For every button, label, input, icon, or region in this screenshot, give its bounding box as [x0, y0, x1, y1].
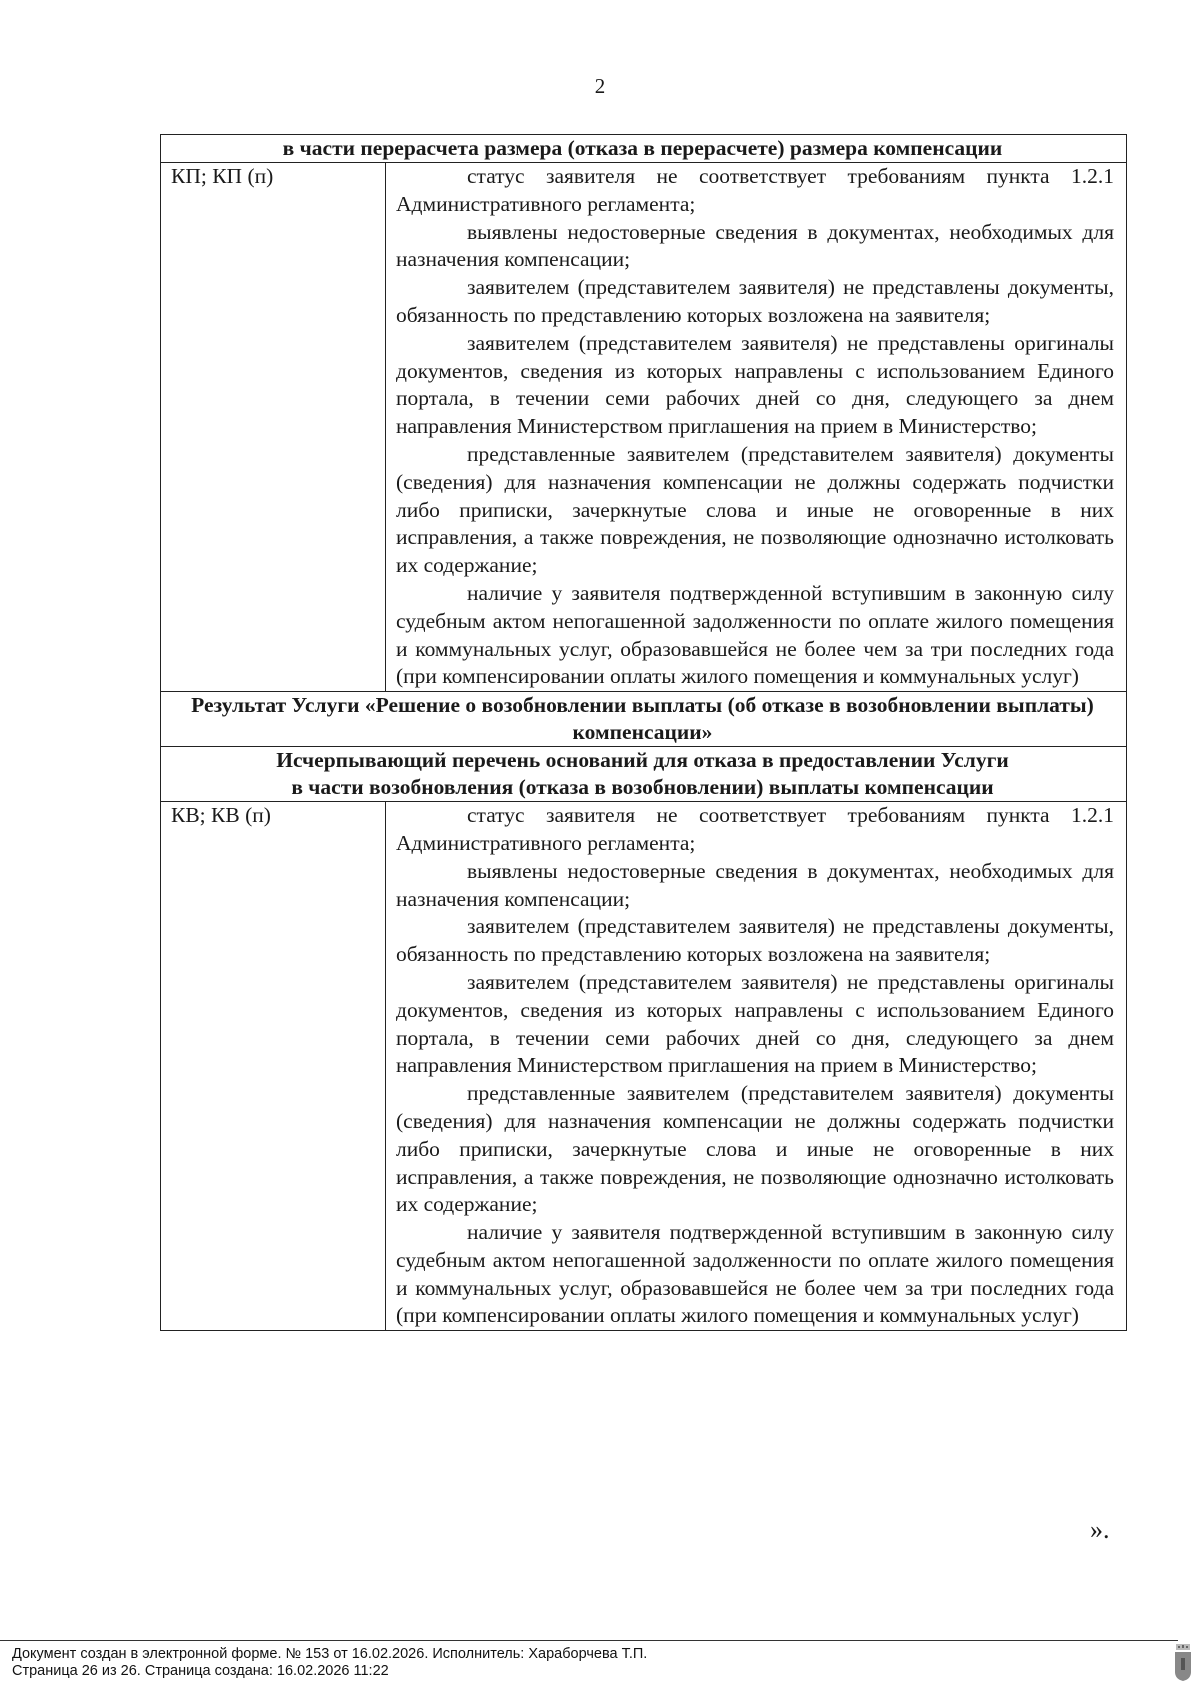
grounds-table — [160, 134, 1127, 1331]
section-header-resumption — [161, 747, 1127, 802]
reasons-cell-kp — [386, 163, 1127, 692]
reason-item: представленные заявителем (представителем заявителя) документы (сведения) для назначения компенсации не должны содержать подчистки либо приписки, зачеркнутые слова и иные не оговоренные в них исправления, а также повреждения, не позволяющие однозначно истолковать их содержание; — [396, 441, 1114, 578]
section-header-line: Исчерпывающий перечень оснований для отказа в предоставлении Услуги — [276, 748, 1009, 773]
reason-item: статус заявителя не соответствует требованиям пункта 1.2.1 Административного регламента; — [396, 803, 1114, 855]
reason-item: представленные заявителем (представителем заявителя) документы (сведения) для назначения компенсации не должны содержать подчистки либо приписки, зачеркнутые слова и иные не оговоренные в них исправления, а также повреждения, не позволяющие однозначно истолковать их содержание; — [396, 1081, 1114, 1217]
footer-divider — [0, 1640, 1178, 1641]
page-number: 2 — [594, 74, 606, 98]
reason-item: выявлены недостоверные сведения в документах, необходимых для назначения компенсации; — [396, 219, 1114, 272]
reason-item: наличие у заявителя подтвержденной вступившим в законную силу судебным актом непогашенной задолженности по оплате жилого помещения и коммунальных услуг, образовавшейся не более чем за три последних года (при компенсировании оплаты жилого помещения и коммунальных услуг) — [396, 580, 1114, 689]
section-header-line: в части возобновления (отказа в возобновлении) выплаты компенсации — [291, 775, 994, 800]
closing-quote: ». — [1090, 1515, 1110, 1544]
code-cell-kp: КП; КП (п) — [161, 163, 386, 692]
table-row — [161, 802, 1127, 1331]
code-cell-kv: КВ; КВ (п) — [161, 802, 386, 1331]
service-result-header: Результат Услуги «Решение о возобновлении выплаты (об отказе в возобновлении выплаты) компенсации» — [161, 692, 1127, 747]
footer-line: Страница 26 из 26. Страница создана: 16.02.2026 11:22 — [12, 1662, 389, 1679]
reason-item: заявителем (представителем заявителя) не представлены документы, обязанность по представлению которых возложена на заявителя; — [396, 914, 1114, 967]
reason-item: заявителем (представителем заявителя) не представлены оригиналы документов, сведения из которых направлены с использованием Единого портала, в течении семи рабочих дней со дня, следующего за днем направления Министерством приглашения на прием в Министерство; — [396, 969, 1114, 1078]
reason-item: наличие у заявителя подтвержденной вступившим в законную силу судебным актом непогашенной задолженности по оплате жилого помещения и коммунальных услуг, образовавшейся не более чем за три последних года (при компенсировании оплаты жилого помещения и коммунальных услуг) — [396, 1220, 1114, 1328]
reason-item: статус заявителя не соответствует требованиям пункта 1.2.1 Административного регламента; — [396, 164, 1114, 216]
reason-item: выявлены недостоверные сведения в документах, необходимых для назначения компенсации; — [396, 858, 1114, 911]
reasons-cell-kv — [386, 802, 1127, 1331]
table-row — [161, 692, 1127, 747]
footer-line: Документ создан в электронной форме. № 153 от 16.02.2026. Исполнитель: Хараборчева Т.П. — [12, 1646, 648, 1662]
table-row — [161, 163, 1127, 692]
table-row — [161, 747, 1127, 802]
document-footer — [12, 1646, 647, 1679]
section-header-recalculation: в части перерасчета размера (отказа в перерасчете) размера компенсации — [161, 135, 1127, 163]
table-row — [161, 135, 1127, 163]
reason-item: заявителем (представителем заявителя) не представлены документы, обязанность по представлению которых возложена на заявителя; — [396, 275, 1114, 327]
reason-item: заявителем (представителем заявителя) не представлены оригиналы документов, сведения из которых направлены с использованием Единого портала, в течении семи рабочих дней со дня, следующего за днем направления Министерством приглашения на прием в Министерство; — [396, 330, 1114, 439]
coat-of-arms-icon — [1173, 1642, 1193, 1682]
